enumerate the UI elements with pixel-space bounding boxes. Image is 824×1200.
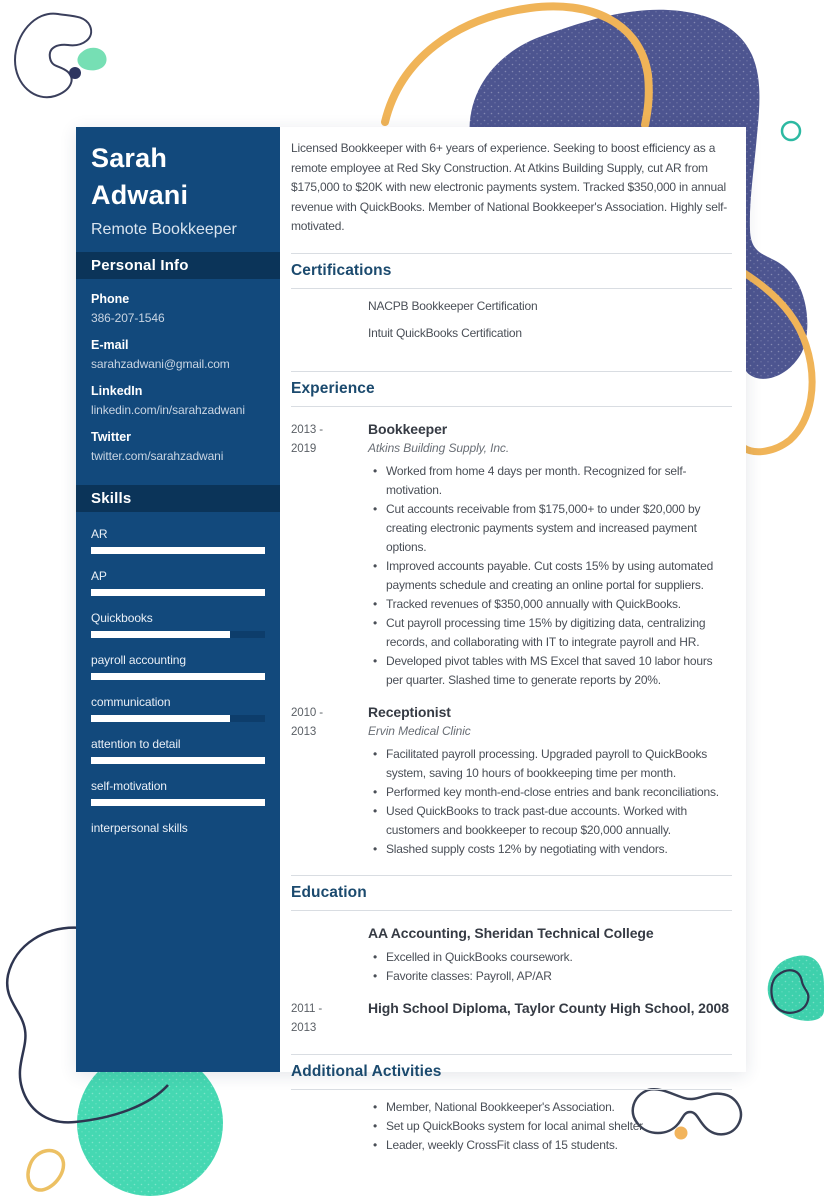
skill-name: payroll accounting	[91, 653, 186, 667]
skill-item-ap	[76, 569, 280, 596]
entry-bullet: • Cut payroll processing time 15% by digitizing data, centralizing records, and collaborating with IT to integrate payroll and HR.	[368, 614, 732, 652]
resume-card	[76, 127, 746, 1152]
skill-name: AP	[91, 569, 107, 583]
teal-ring-icon	[782, 122, 800, 140]
section-experience	[291, 371, 732, 859]
skill-bar-track	[91, 799, 265, 806]
contact-field-twitter	[76, 430, 280, 463]
contact-value: linkedin.com/in/sarahzadwani	[91, 403, 245, 417]
skill-item-ar	[76, 527, 280, 554]
section-heading: Education	[291, 875, 732, 911]
skill-item-payroll-accounting	[76, 653, 280, 680]
skill-bar-fill	[91, 589, 265, 596]
skill-name: AR	[91, 527, 108, 541]
bean-doodle-icon	[15, 14, 107, 98]
resume-sections	[291, 253, 732, 1155]
section-heading: Experience	[291, 371, 732, 407]
additional-activities-item: • Set up QuickBooks system for local animal shelter.	[368, 1117, 732, 1136]
entry-bullet: • Tracked revenues of $350,000 annually with QuickBooks.	[368, 595, 732, 614]
section-certifications	[291, 253, 732, 355]
certifications-item: NACPB Bookkeeper Certification	[368, 298, 538, 313]
skill-bar-fill	[91, 631, 230, 638]
contact-value: 386-207-1546	[91, 311, 165, 325]
entry-date: 2013	[291, 725, 317, 738]
certifications-list	[291, 289, 732, 355]
certifications-item: Intuit QuickBooks Certification	[368, 325, 522, 340]
navy-dot-icon	[69, 67, 81, 79]
entry-body	[368, 421, 732, 690]
entry-bullet-list	[368, 745, 732, 859]
entry-body	[368, 704, 732, 859]
contact-value: sarahzadwani@gmail.com	[91, 357, 230, 371]
entry-dates	[291, 1000, 368, 1038]
skill-name: attention to detail	[91, 737, 181, 751]
section-heading: Certifications	[291, 253, 732, 289]
entry-company: Ervin Medical Clinic	[368, 723, 471, 738]
skill-item-communication	[76, 695, 280, 722]
entry	[291, 1000, 732, 1038]
skill-bar-fill	[91, 757, 265, 764]
entry-bullet: • Performed key month-end-close entries and bank reconciliations.	[368, 783, 732, 802]
summary-paragraph: Licensed Bookkeeper with 6+ years of experience. Seeking to boost efficiency as a remote employee at Red Sky Construction. At Atkins Building Supply, cut AR from $175,000 to $20K with new electronic payments system. Tracked $350,000 in annual revenue with QuickBooks. Member of National Bookkeeper's Association. Highly self-motivated.	[291, 141, 728, 233]
section-education	[291, 875, 732, 1038]
skill-bar-track	[91, 757, 265, 764]
entry-title: Receptionist	[368, 703, 451, 720]
section-heading: Additional Activities	[291, 1054, 732, 1090]
entry-bullet: • Worked from home 4 days per month. Recognized for self-motivation.	[368, 462, 732, 500]
entry-body	[368, 1000, 732, 1038]
entry-bullet: • Developed pivot tables with MS Excel that saved 10 labor hours per quarter. Slashed time to generate reports by 20%.	[368, 652, 732, 690]
additional-activities-list	[368, 1098, 732, 1155]
skill-name: Quickbooks	[91, 611, 153, 625]
contact-label: Phone	[91, 292, 130, 306]
skill-name: self-motivation	[91, 779, 167, 793]
mint-blob-icon	[77, 48, 106, 71]
main-content	[291, 127, 732, 1155]
entry-bullet: • Slashed supply costs 12% by negotiating with vendors.	[368, 840, 732, 859]
entry-bullet: • Used QuickBooks to track past-due accounts. Worked with customers and bookkeeper to recoup $20,000 annually.	[368, 802, 732, 840]
entry-date: 2010 -	[291, 706, 324, 719]
entry-bullet: • Cut accounts receivable from $175,000+ to under $20,000 by creating electronic payments system and increased payment options.	[368, 500, 732, 557]
entry-body	[368, 925, 732, 986]
entry	[291, 704, 732, 859]
skill-bar-track	[91, 631, 265, 638]
candidate-name	[76, 127, 280, 214]
skill-bar-track	[91, 547, 265, 554]
skill-item-quickbooks	[76, 611, 280, 638]
skill-bar-track	[91, 673, 265, 680]
skill-bar-fill	[91, 799, 265, 806]
contact-label: Twitter	[91, 430, 132, 444]
skill-bar-fill	[91, 715, 230, 722]
contact-label: E-mail	[91, 338, 129, 352]
skills-heading: Skills	[76, 485, 280, 512]
skill-name: communication	[91, 695, 171, 709]
skill-bar-fill	[91, 547, 265, 554]
sidebar	[76, 127, 280, 1072]
entry-dates	[291, 925, 368, 986]
skills-list	[76, 527, 280, 835]
entry-dates	[291, 704, 368, 859]
entry-bullet: • Improved accounts payable. Cut costs 15% by using automated payments schedule and creating an online portal for suppliers.	[368, 557, 732, 595]
teal-blob-icon	[768, 956, 824, 1021]
entry-date: 2011 -	[291, 1002, 323, 1015]
skill-item-attention-to-detail	[76, 737, 280, 764]
entry-title: Bookkeeper	[368, 420, 448, 437]
contact-field-phone	[76, 292, 280, 325]
yellow-oval-icon	[28, 1151, 63, 1191]
entry-dates	[291, 421, 368, 690]
entry-date: 2019	[291, 442, 317, 455]
section-additional-activities	[291, 1054, 732, 1155]
entry-bullet: • Excelled in QuickBooks coursework.	[368, 948, 732, 967]
personal-info-heading: Personal Info	[76, 252, 280, 279]
entry-title: AA Accounting, Sheridan Technical College	[368, 924, 654, 941]
contact-field-linkedin	[76, 384, 280, 417]
skill-bar-track	[91, 715, 265, 722]
entry-company: Atkins Building Supply, Inc.	[368, 440, 510, 455]
entry	[291, 421, 732, 690]
skill-bar-track	[91, 589, 265, 596]
candidate-first-name: Sarah	[91, 143, 168, 173]
personal-info-list	[76, 292, 280, 463]
candidate-last-name: Adwani	[91, 180, 189, 210]
skill-item-interpersonal-skills	[76, 821, 280, 835]
entry-date: 2013 -	[291, 423, 324, 436]
entry-bullet-list	[368, 948, 732, 986]
skill-bar-fill	[91, 673, 265, 680]
entry-date: 2013	[291, 1021, 317, 1034]
entry-bullet: • Favorite classes: Payroll, AP/AR	[368, 967, 732, 986]
entry-title: High School Diploma, Taylor County High School, 2008	[368, 999, 729, 1016]
additional-activities-item: • Member, National Bookkeeper's Association.	[368, 1098, 732, 1117]
contact-field-e-mail	[76, 338, 280, 371]
contact-value: twitter.com/sarahzadwani	[91, 449, 224, 463]
entry-bullet: • Facilitated payroll processing. Upgraded payroll to QuickBooks system, saving 10 hours of bookkeeping time per month.	[368, 745, 732, 783]
additional-activities-item: • Leader, weekly CrossFit class of 15 students.	[368, 1136, 732, 1155]
skill-item-self-motivation	[76, 779, 280, 806]
candidate-job-title: Remote Bookkeeper	[91, 221, 237, 238]
skill-name: interpersonal skills	[91, 821, 188, 835]
entry-bullet-list	[368, 462, 732, 690]
entry	[291, 925, 732, 986]
contact-label: LinkedIn	[91, 384, 143, 398]
